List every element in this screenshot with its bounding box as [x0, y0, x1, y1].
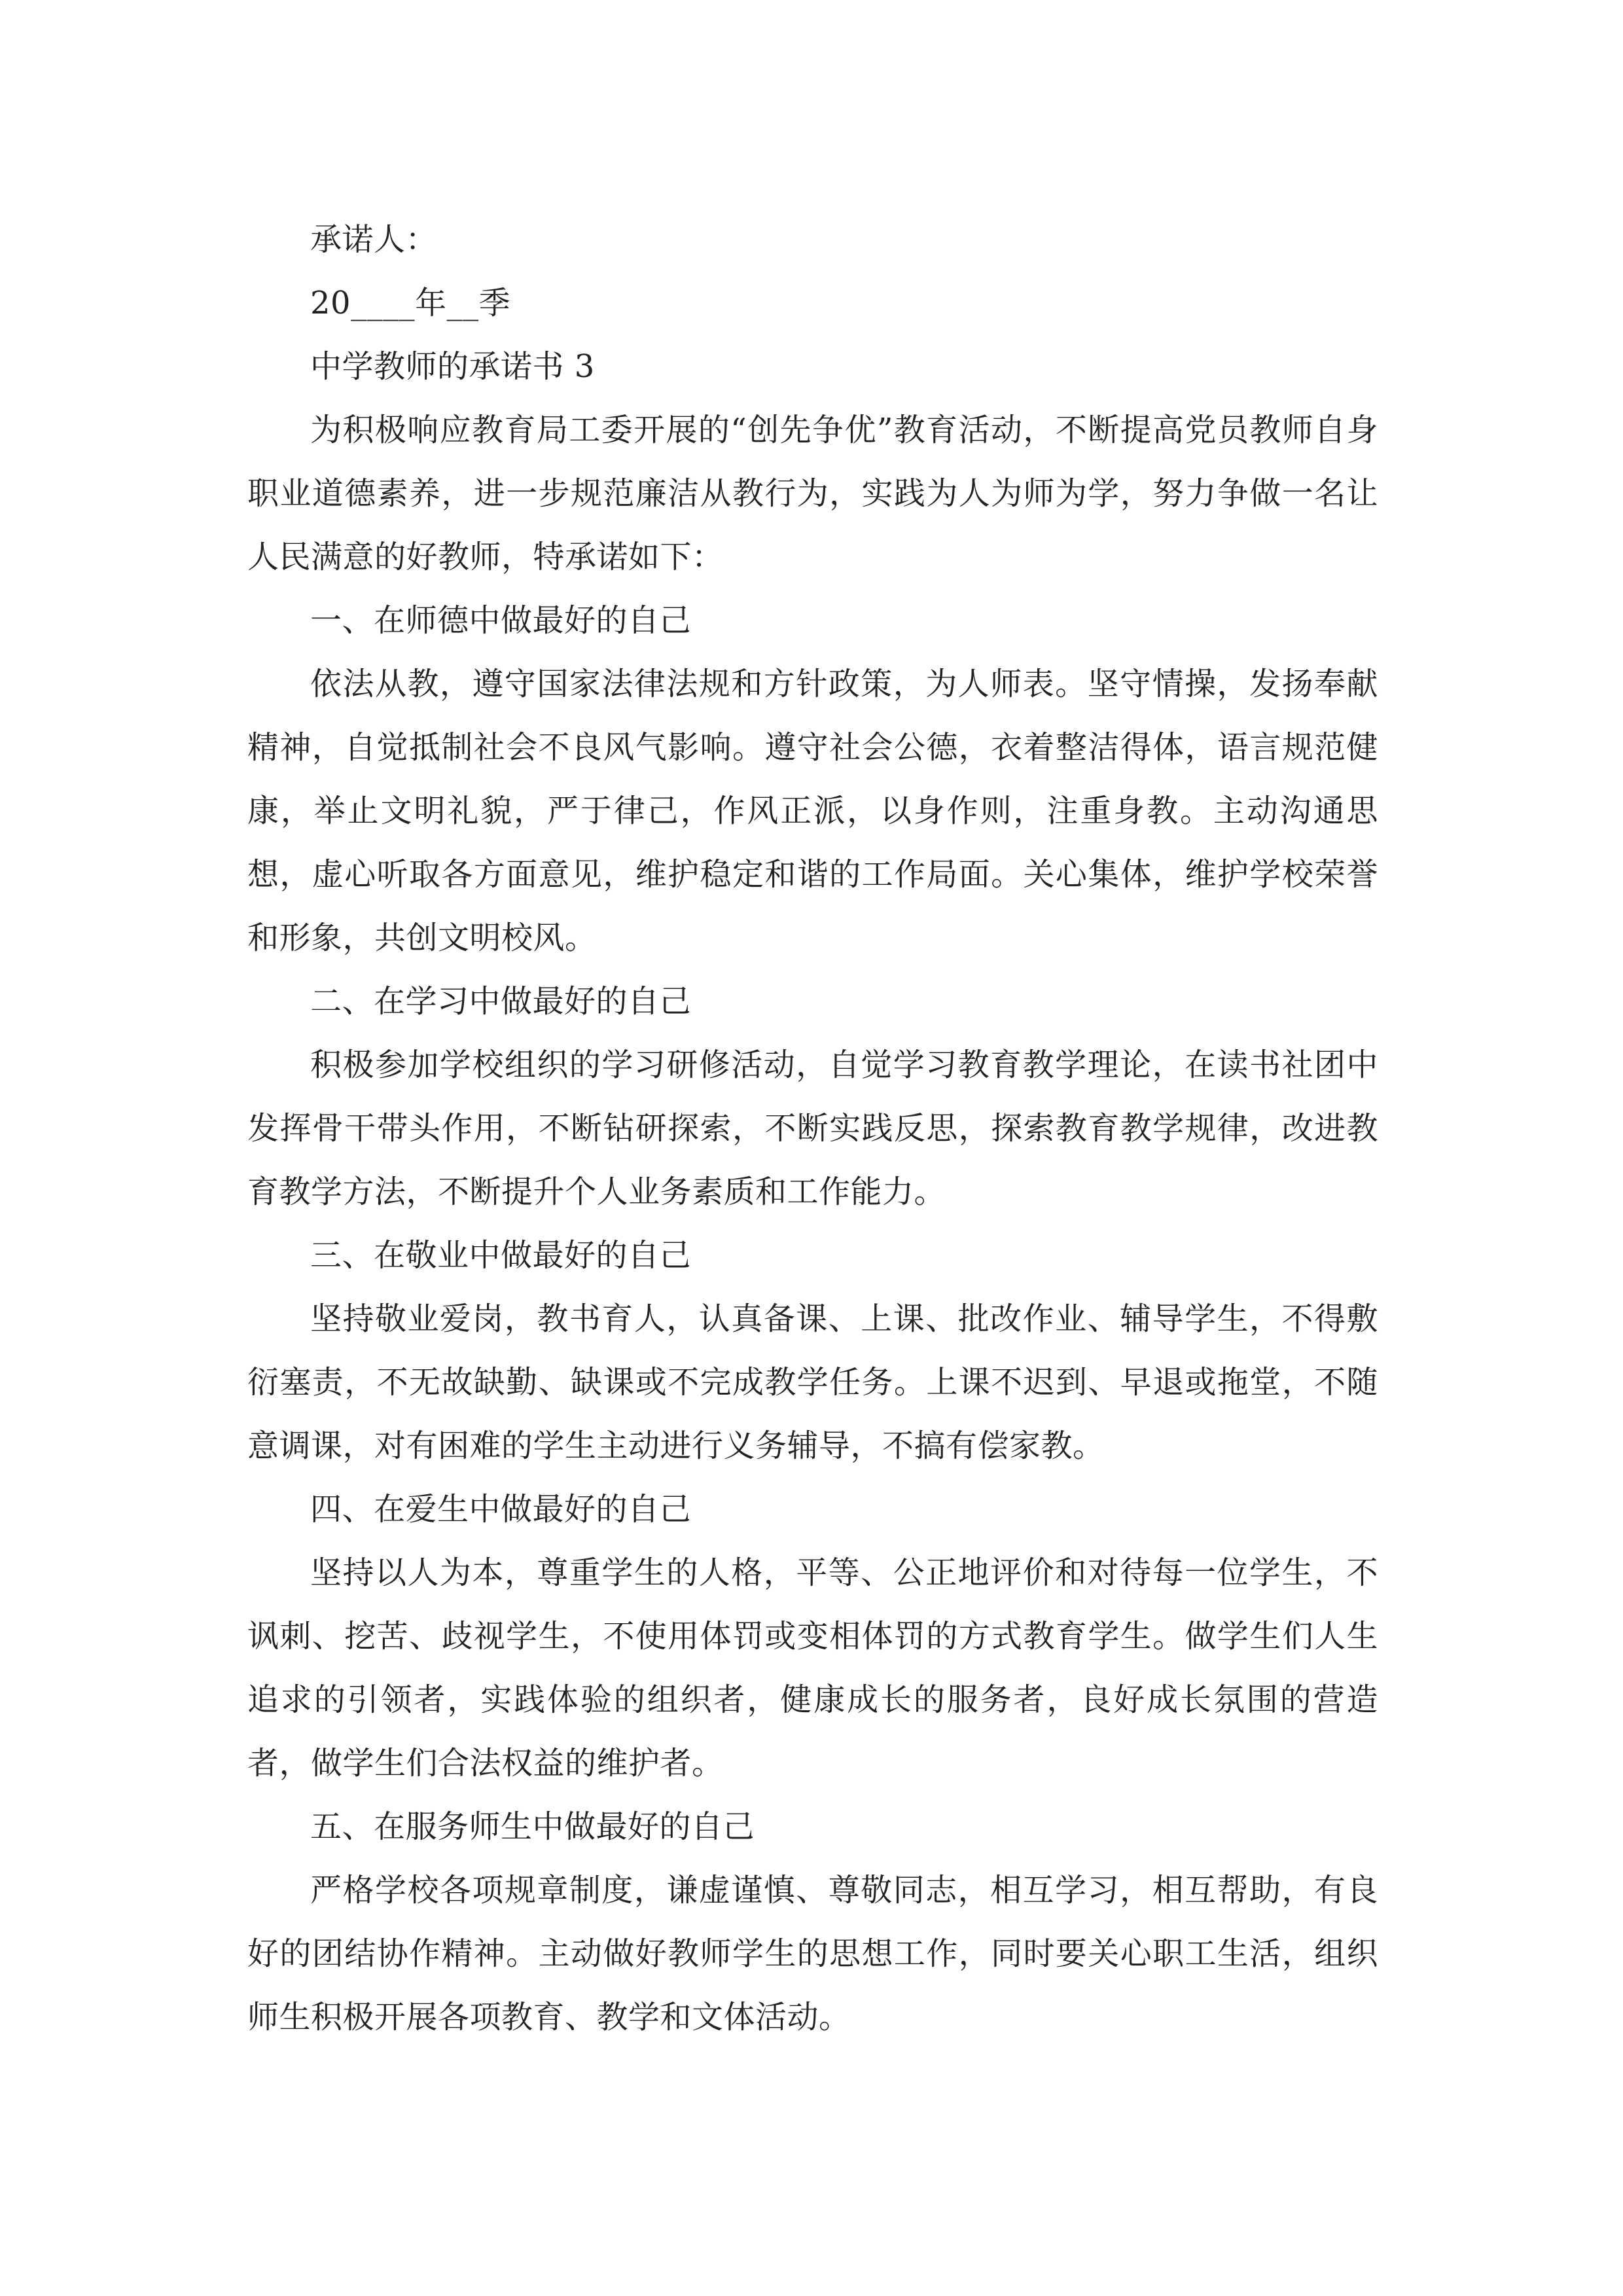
section-heading: 三、在敬业中做最好的自己 — [310, 1237, 692, 1274]
section-body: 坚持以人为本，尊重学生的人格，平等、公正地评价和对待每一位学生，不讽刺、挖苦、歧视学生，不使用体罚或变相体罚的方式教育学生。做学生们人生追求的引领者，实践体验的组织者，健康成长的服务者，良好成长氛围的营造者，做学生们合法权益的维护者。 — [247, 1554, 1378, 1782]
section-body: 依法从教，遵守国家法律法规和方针政策，为人师表。坚守情操，发扬奉献精神，自觉抵制社会不良风气影响。遵守社会公德，衣着整洁得体，语言规范健康，举止文明礼貌，严于律己，作风正派，以身作则，注重身教。主动沟通思想，虚心听取各方面意见，维护稳定和谐的工作局面。关心集体，维护学校荣誉和形象，共创文明校风。 — [247, 666, 1378, 956]
section-heading: 四、在爱生中做最好的自己 — [310, 1491, 692, 1528]
intro-paragraph: 为积极响应教育局工委开展的“创先争优”教育活动，不断提高党员教师自身职业道德素养，进一步规范廉洁从教行为，实践为人为师为学，努力争做一名让人民满意的好教师，特承诺如下： — [247, 412, 1378, 575]
document-content — [247, 208, 1378, 2049]
section-heading: 五、在服务师生中做最好的自己 — [310, 1808, 755, 1845]
section-heading: 二、在学习中做最好的自己 — [310, 983, 692, 1020]
section-body: 坚持敬业爱岗，教书育人，认真备课、上课、批改作业、辅导学生，不得敷衍塞责，不无故缺勤、缺课或不完成教学任务。上课不迟到、早退或拖堂，不随意调课，对有困难的学生主动进行义务辅导，不搞有偿家教。 — [247, 1300, 1378, 1464]
section-body: 积极参加学校组织的学习研修活动，自觉学习教育教学理论，在读书社团中发挥骨干带头作用，不断钻研探索，不断实践反思，探索教育教学规律，改进教育教学方法，不断提升个人业务素质和工作能力。 — [247, 1047, 1378, 1210]
document-title: 中学教师的承诺书 3 — [310, 348, 595, 385]
section-heading: 一、在师德中做最好的自己 — [310, 602, 692, 639]
date-line: 20____年__季 — [310, 285, 511, 321]
signer-label: 承诺人： — [310, 221, 438, 258]
section-body: 严格学校各项规章制度，谦虚谨慎、尊敬同志，相互学习，相互帮助，有良好的团结协作精神。主动做好教师学生的思想工作，同时要关心职工生活，组织师生积极开展各项教育、教学和文体活动。 — [247, 1872, 1378, 2036]
